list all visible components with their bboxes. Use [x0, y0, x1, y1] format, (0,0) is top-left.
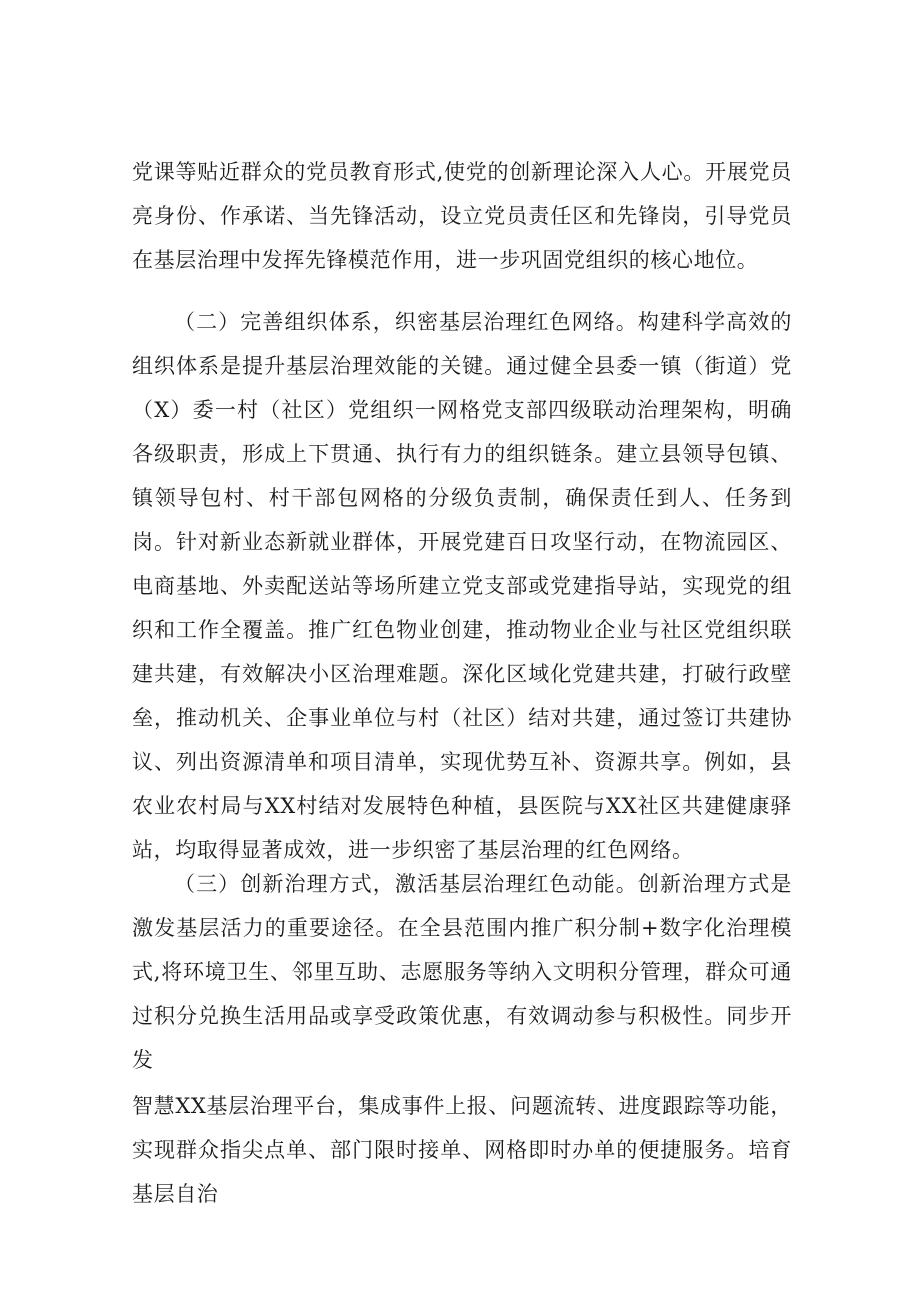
- paragraph-3: （三）创新治理方式，激活基层治理红色动能。创新治理方式是激发基层活力的重要途径。在全县范围内推广积分制+数字化治理模式,将环境卫生、邻里互助、志愿服务等纳入文明积分管理，群众可通过积分兑换生活用品或享受政策优惠，有效调动参与积极性。同步开发: [132, 872, 792, 1072]
- paragraph-4: 智慧XX基层治理平台，集成事件上报、问题流转、进度跟踪等功能，实现群众指尖点单、部门限时接单、网格即时办单的便捷服务。培育基层自治: [132, 1094, 792, 1206]
- paragraph-2: （二）完善组织体系，织密基层治理红色网络。构建科学高效的组织体系是提升基层治理效能的关键。通过健全县委一镇（街道）党（X）委一村（社区）党组织一网格党支部四级联动治理架构，明确各级职责，形成上下贯通、执行有力的组织链条。建立县领导包镇、镇领导包村、村干部包网格的分级负责制，确保责任到人、任务到岗。针对新业态新就业群体，开展党建百日攻坚行动，在物流园区、电商基地、外卖配送站等场所建立党支部或党建指导站，实现党的组织和工作全覆盖。推广红色物业创建，推动物业企业与社区党组织联建共建，有效解决小区治理难题。深化区域化党建共建，打破行政壁垒，推动机关、企事业单位与村（社区）结对共建，通过签订共建协议、列出资源清单和项目清单，实现优势互补、资源共享。例如，县农业农村局与XX村结对发展特色种植，县医院与XX社区共建健康驿站，均取得显著成效，进一步织密了基层治理的红色网络。: [132, 310, 792, 862]
- paragraph-1: 党课等贴近群众的党员教育形式,使党的创新理论深入人心。开展党员亮身份、作承诺、当先锋活动，设立党员责任区和先锋岗，引导党员在基层治理中发挥先锋模范作用，进一步巩固党组织的核心地位。: [132, 160, 792, 272]
